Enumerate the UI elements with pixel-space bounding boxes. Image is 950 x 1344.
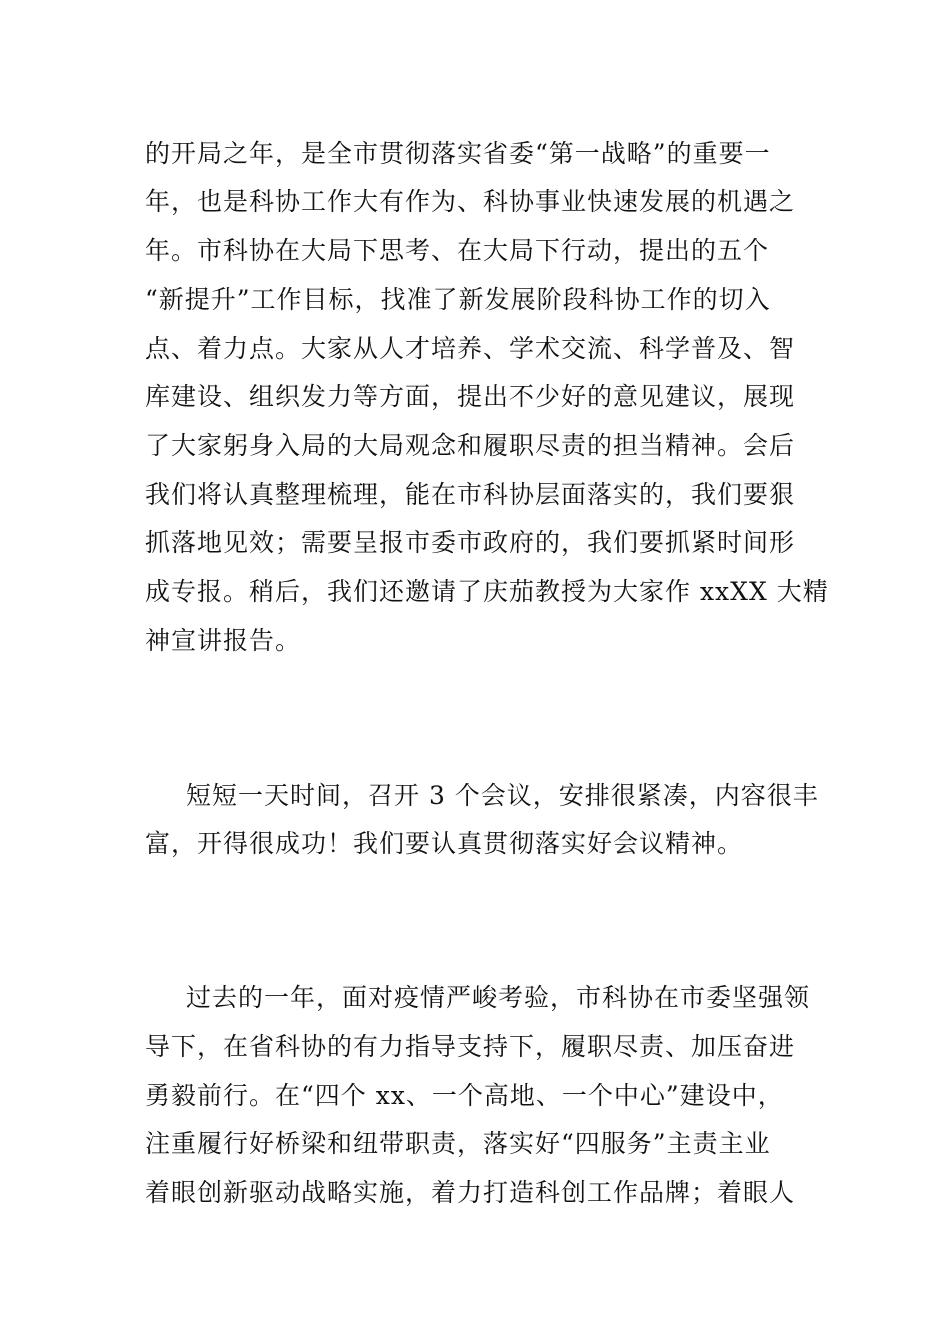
paragraph-2-line-2: 富，开得很成功！我们要认真贯彻落实好会议精神。 <box>145 829 744 858</box>
paragraph-1-line-8: 我们将认真整理梳理，能在市科协层面落实的，我们要狠 <box>145 480 796 509</box>
paragraph-3-line-1: 过去的一年，面对疫情严峻考验，市科协在市委坚强领 <box>186 983 811 1012</box>
paragraph-3-line-3: 勇毅前行。在“四个 xx、一个高地、一个中心”建设中， <box>145 1081 784 1110</box>
paragraph-1-line-10: 成专报。稍后，我们还邀请了庆茄教授为大家作 xxXX 大精 <box>145 577 829 606</box>
paragraph-1-line-5: 点、着力点。大家从人才培养、学术交流、科学普及、智 <box>145 334 796 363</box>
paragraph-2-line-1: 短短一天时间，召开 3 个会议，安排很紧凑，内容很丰 <box>186 781 819 810</box>
paragraph-1-line-4: “新提升”工作目标，找准了新发展阶段科协工作的切入 <box>145 285 771 314</box>
paragraph-1-line-6: 库建设、组织发力等方面，提出不少好的意见建议，展现 <box>145 382 796 411</box>
paragraph-3-line-2: 导下，在省科协的有力指导支持下，履职尽责、加压奋进 <box>145 1032 796 1061</box>
paragraph-1-line-2: 年，也是科协工作大有作为、科协事业快速发展的机遇之 <box>145 187 796 216</box>
paragraph-1-line-3: 年。市科协在大局下思考、在大局下行动，提出的五个 <box>145 236 770 265</box>
paragraph-1-line-11: 神宣讲报告。 <box>145 626 302 655</box>
paragraph-1-line-7: 了大家躬身入局的大局观念和履职尽责的担当精神。会后 <box>145 431 796 460</box>
paragraph-3-line-4: 注重履行好桥梁和纽带职责，落实好“四服务”主责主业 <box>145 1129 771 1158</box>
paragraph-1-line-1: 的开局之年，是全市贯彻落实省委“第一战略”的重要一 <box>145 139 771 168</box>
paragraph-3-line-5: 着眼创新驱动战略实施，着力打造科创工作品牌；着眼人 <box>145 1178 796 1207</box>
paragraph-1-line-9: 抓落地见效；需要呈报市委市政府的，我们要抓紧时间形 <box>145 528 796 557</box>
